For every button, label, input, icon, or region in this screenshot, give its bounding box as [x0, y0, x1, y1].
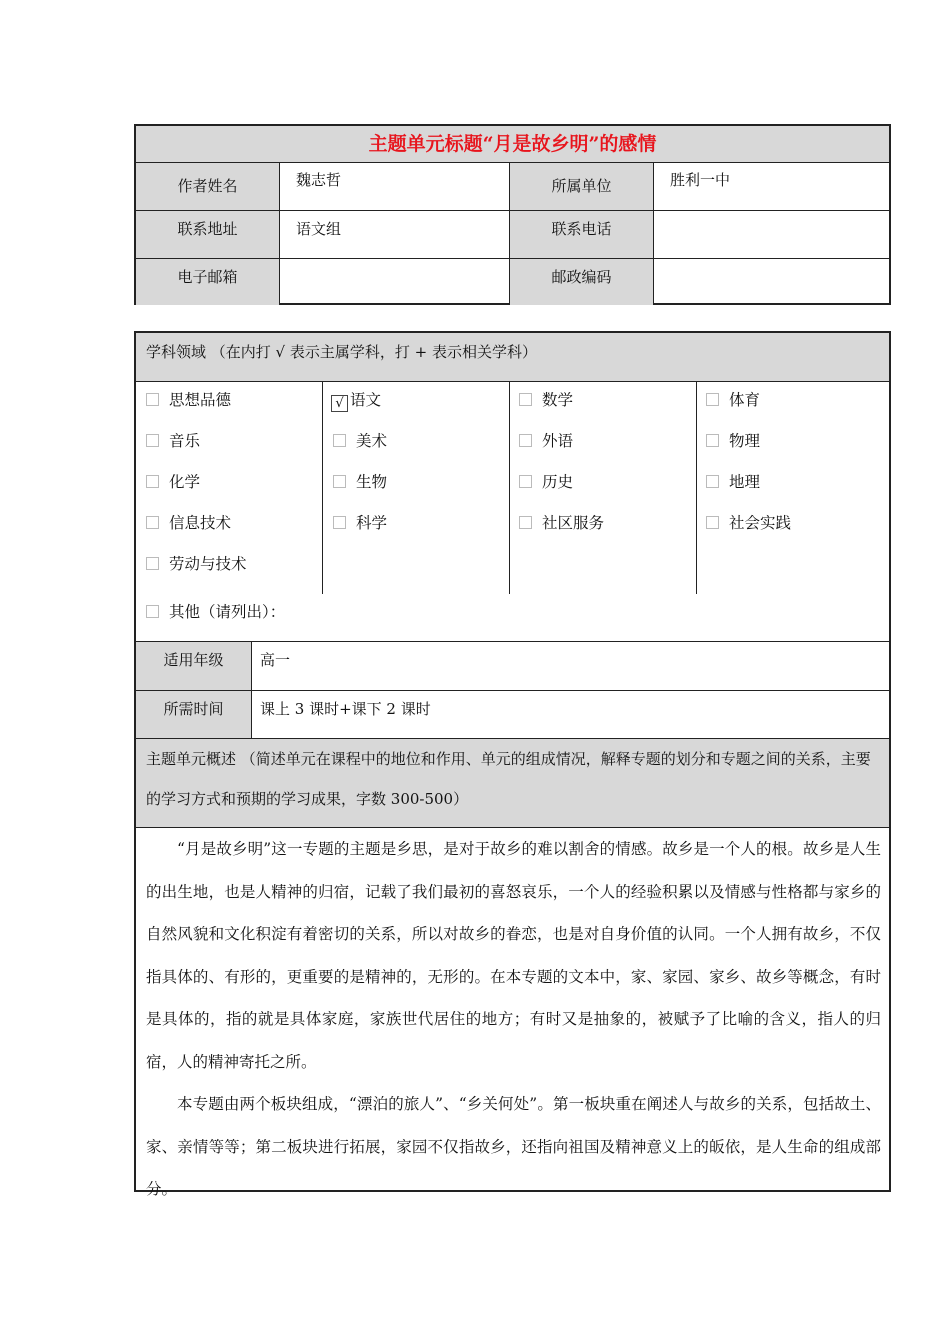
author-value: 魏志哲: [296, 171, 342, 189]
overview-paragraph: “月是故乡明”这一专题的主题是乡思，是对于故乡的难以割舍的情感。故乡是一个人的根。故乡是人生的出生地，也是人精神的归宿，记载了我们最初的喜怒哀乐，一个人的经验积累以及情感与性格都与家乡的自然风貌和文化积淀有着密切的关系，所以对故乡的眷恋，也是对自身价值的认同。一个人拥有故乡，不仅指具体的、有形的，更重要的是精神的，无形的。在本专题的文本中，家、家园、家乡、故乡等概念，有时是具体的，指的就是具体家庭，家族世代居住的地方；有时又是抽象的，被赋予了比喻的含义，指人的归宿，人的精神寄托之所。: [146, 840, 881, 1071]
subject-option-history[interactable]: [519, 471, 573, 493]
subject-label: 外语: [542, 432, 574, 450]
checkbox[interactable]: [706, 475, 719, 488]
postcode-value: [670, 259, 870, 305]
unit-label: 所属单位: [510, 163, 653, 210]
phone-label: 联系电话: [510, 211, 653, 258]
column-divider: [322, 381, 323, 594]
subject-option-foreign-language[interactable]: [519, 430, 573, 452]
subject-label: 思想品德: [169, 391, 232, 409]
subject-option-social-practice[interactable]: [706, 512, 791, 534]
column-divider: [509, 163, 510, 303]
column-divider: [279, 163, 280, 303]
subject-label: 体育: [729, 391, 761, 409]
checkbox[interactable]: [333, 475, 346, 488]
subject-label: 化学: [169, 473, 201, 491]
subject-option-chemistry[interactable]: [146, 471, 200, 493]
row-divider: [136, 210, 889, 211]
row-divider: [136, 381, 889, 382]
subject-area-heading: 学科领域 （在内打 √ 表示主属学科，打 + 表示相关学科）: [136, 333, 889, 381]
checkbox[interactable]: [333, 434, 346, 447]
email-value: [296, 259, 496, 305]
checkbox[interactable]: [519, 434, 532, 447]
postcode-label: 邮政编码: [510, 259, 653, 305]
row-divider: [136, 258, 889, 259]
overview-paragraph: 本专题由两个板块组成，“漂泊的旅人”、“乡关何处”。第一板块重在阐述人与故乡的关系，包括故土、家、亲情等等；第二板块进行拓展，家园不仅指故乡，还指向祖国及精神意义上的皈依，是人生命的组成部分。: [146, 1095, 881, 1198]
header-info-table: [134, 124, 891, 305]
subject-option-community[interactable]: [519, 512, 604, 534]
grade-label: 适用年级: [136, 642, 251, 690]
subject-option-math[interactable]: [519, 389, 573, 411]
subject-option-physics[interactable]: [706, 430, 760, 452]
checkbox[interactable]: [146, 434, 159, 447]
time-label: 所需时间: [136, 691, 251, 738]
subject-option-other[interactable]: [146, 601, 285, 623]
other-label: 其他（请列出）：: [169, 603, 286, 621]
grade-value: 高一: [260, 651, 291, 669]
checkbox[interactable]: [519, 393, 532, 406]
subject-label: 物理: [729, 432, 761, 450]
subject-option-science[interactable]: [333, 512, 387, 534]
subject-label: 美术: [356, 432, 388, 450]
checkbox[interactable]: [706, 393, 719, 406]
checkbox-checked[interactable]: √: [331, 395, 348, 412]
checkbox[interactable]: [706, 516, 719, 529]
subject-label: 音乐: [169, 432, 201, 450]
column-divider: [251, 642, 252, 738]
subject-option-biology[interactable]: [333, 471, 387, 493]
subject-label: 生物: [356, 473, 388, 491]
subject-label: 科学: [356, 514, 388, 532]
subject-label: 社会实践: [729, 514, 792, 532]
overview-heading: 主题单元概述 （简述单元在课程中的地位和作用、单元的组成情况，解释专题的划分和专题之间的关系，主要的学习方式和预期的学习成果，字数 300-500）: [136, 739, 889, 827]
checkbox[interactable]: [519, 475, 532, 488]
subject-option-chinese[interactable]: [331, 389, 381, 411]
unit-detail-table: [134, 331, 891, 1198]
subject-label: 社区服务: [542, 514, 605, 532]
author-label: 作者姓名: [136, 163, 279, 210]
email-label: 电子邮箱: [136, 259, 279, 305]
checkbox[interactable]: [706, 434, 719, 447]
subject-option-geography[interactable]: [706, 471, 760, 493]
address-label: 联系地址: [136, 211, 279, 258]
time-value: 课上 3 课时+课下 2 课时: [260, 700, 431, 718]
subject-option-art[interactable]: [333, 430, 387, 452]
subject-label: 地理: [729, 473, 761, 491]
checkbox[interactable]: [146, 557, 159, 570]
subject-label: 数学: [542, 391, 574, 409]
column-divider: [653, 163, 654, 303]
subject-option-moral[interactable]: [146, 389, 231, 411]
subject-option-pe[interactable]: [706, 389, 760, 411]
subject-option-music[interactable]: [146, 430, 200, 452]
subject-label: 历史: [542, 473, 574, 491]
subject-label: 信息技术: [169, 514, 232, 532]
checkbox[interactable]: [146, 605, 159, 618]
checkbox[interactable]: [333, 516, 346, 529]
checkbox[interactable]: [146, 393, 159, 406]
column-divider: [696, 381, 697, 594]
unit-value: 胜利一中: [670, 171, 731, 189]
checkbox[interactable]: [519, 516, 532, 529]
column-divider: [509, 381, 510, 594]
subject-option-it[interactable]: [146, 512, 231, 534]
overview-body: [146, 828, 881, 1211]
address-value: 语文组: [296, 220, 342, 238]
subject-label: 语文: [350, 391, 382, 409]
subject-label: 劳动与技术: [169, 555, 247, 573]
checkbox[interactable]: [146, 516, 159, 529]
phone-value: [670, 211, 870, 258]
checkbox[interactable]: [146, 475, 159, 488]
subject-option-labor[interactable]: [146, 553, 247, 575]
unit-title: 主题单元标题“月是故乡明”的感情: [136, 126, 889, 163]
